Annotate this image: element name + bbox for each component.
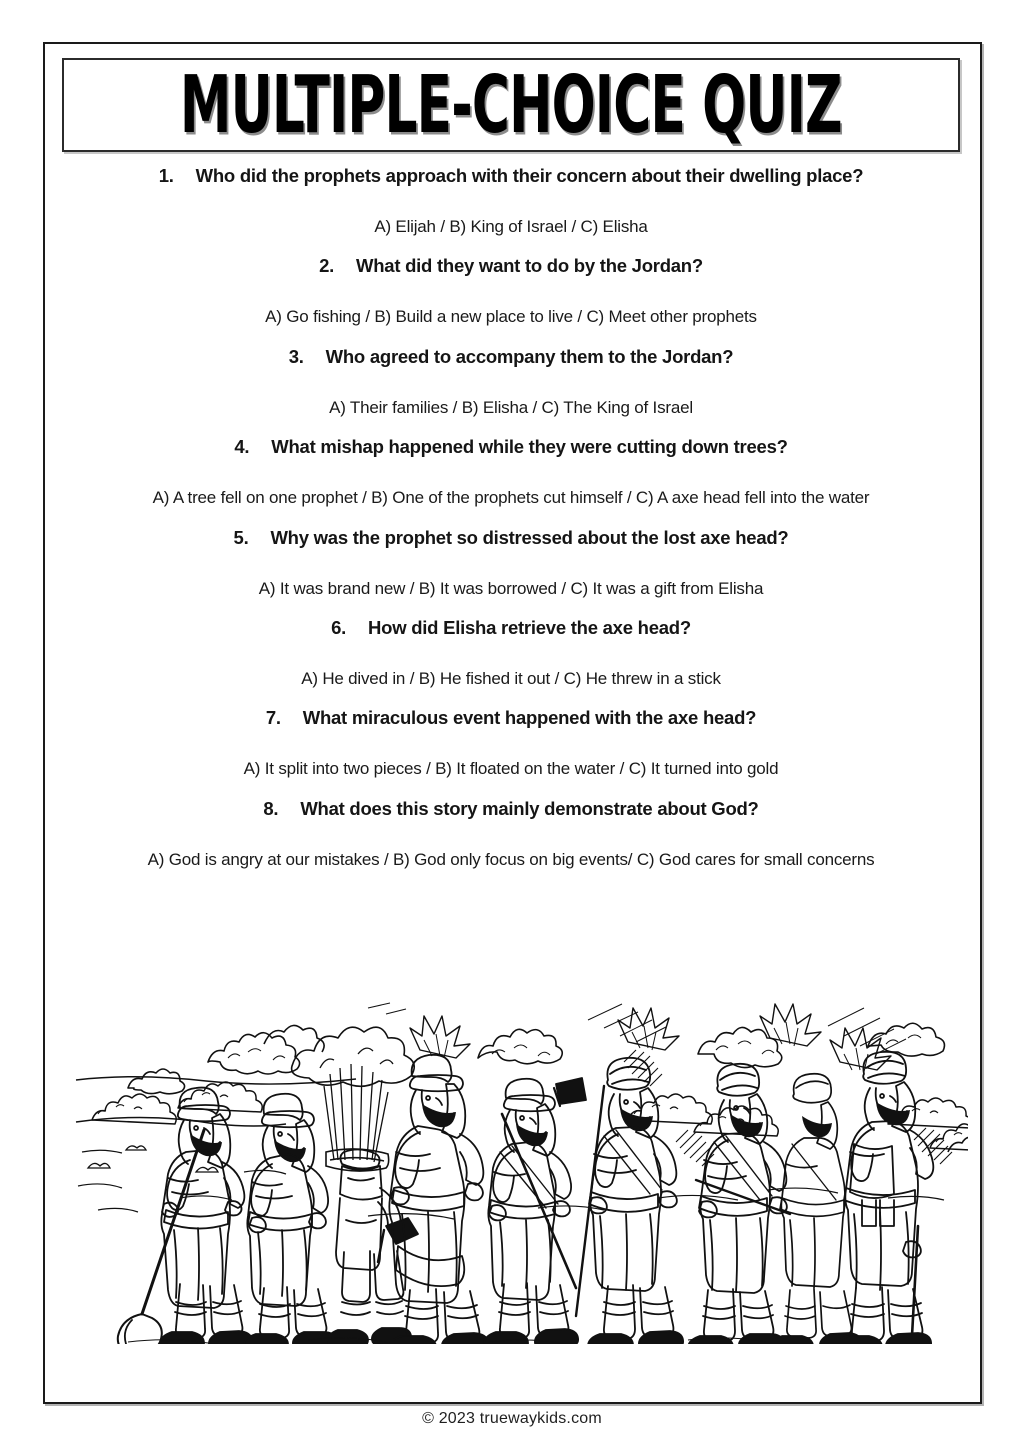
question-line <box>319 255 703 277</box>
question-number: 3. <box>288 345 304 367</box>
quiz-question-6 <box>62 617 960 689</box>
question-number: 5. <box>233 526 249 548</box>
quiz-question-8 <box>62 798 960 870</box>
question-number: 8. <box>263 797 279 819</box>
question-number: 6. <box>331 616 347 638</box>
question-text: Who did the prophets approach with their concern about their dwelling place? <box>195 165 864 186</box>
question-number: 2. <box>319 255 335 277</box>
copyright-footer: © 2023 truewaykids.com <box>422 1410 602 1427</box>
question-line <box>266 707 756 729</box>
question-text: What did they want to do by the Jordan? <box>356 255 703 277</box>
quiz-question-2 <box>62 255 960 327</box>
quiz-question-7 <box>62 707 960 779</box>
quiz-question-5 <box>62 527 960 599</box>
question-line <box>234 436 787 458</box>
answer-options: A) A tree fell on one prophet / B) One of the prophets cut himself / C) A axe head fell into the water <box>152 488 870 508</box>
prophets-procession-illustration <box>68 1002 968 1344</box>
answer-options: A) Their families / B) Elisha / C) The King of Israel <box>329 397 693 417</box>
question-line <box>159 165 864 187</box>
page-title: MULTIPLE-CHOICE QUIZ <box>180 58 842 151</box>
question-text: Who agreed to accompany them to the Jordan? <box>325 345 734 367</box>
answer-options: A) God is angry at our mistakes / B) God only focus on big events/ C) God cares for small concerns <box>147 849 875 869</box>
answer-options: A) It split into two pieces / B) It floated on the water / C) It turned into gold <box>243 759 779 779</box>
prophets-procession-svg <box>68 1002 968 1344</box>
quiz-question-1 <box>62 165 960 237</box>
answer-options: A) He dived in / B) He fished it out / C) He threw in a stick <box>301 668 721 688</box>
question-line <box>289 346 734 368</box>
question-number: 4. <box>234 436 250 458</box>
question-text: What mishap happened while they were cutting down trees? <box>271 436 788 458</box>
question-line <box>234 527 789 549</box>
question-text: Why was the prophet so distressed about the lost axe head? <box>270 526 789 548</box>
quiz-question-3 <box>62 346 960 418</box>
question-number: 7. <box>265 707 281 729</box>
question-number: 1. <box>158 165 174 186</box>
answer-options: A) Elijah / B) King of Israel / C) Elisha <box>374 217 648 236</box>
question-text: How did Elisha retrieve the axe head? <box>368 616 691 638</box>
question-line <box>331 617 691 639</box>
question-text: What does this story mainly demonstrate about God? <box>300 797 759 819</box>
quiz-list <box>62 165 960 870</box>
answer-options: A) It was brand new / B) It was borrowed / C) It was a gift from Elisha <box>258 578 764 598</box>
question-text: What miraculous event happened with the axe head? <box>302 707 757 729</box>
answer-options: A) Go fishing / B) Build a new place to live / C) Meet other prophets <box>265 307 757 327</box>
question-line <box>263 798 758 820</box>
quiz-question-4 <box>62 436 960 508</box>
title-box <box>62 58 960 152</box>
